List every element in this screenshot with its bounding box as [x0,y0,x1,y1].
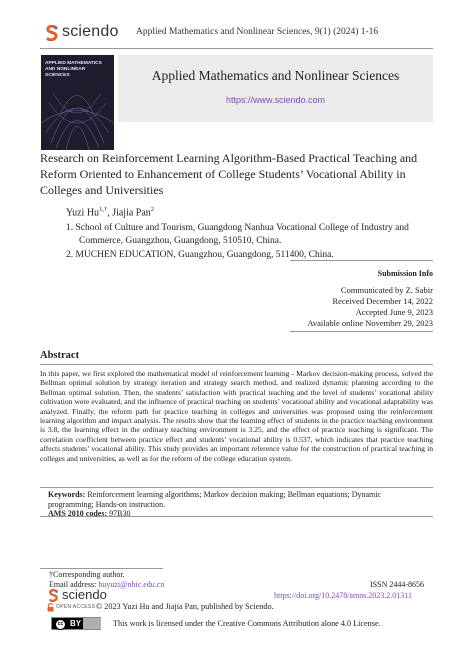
submission-info-heading: Submission Info [377,269,433,278]
cc-by-label: BY [70,619,82,628]
email-label: Email address: [49,580,99,589]
affiliation-1 [66,222,426,247]
sciendo-logo-icon [48,589,59,602]
keywords-text: Reinforcement learning algorithms; Markov decision making; Bellman equations; Dynamic programming; Hands-on instruction. [48,490,382,509]
ams-codes-label: AMS 2010 codes: [48,509,108,519]
author-list [66,206,154,218]
author-name: Yuzi Hu [66,207,100,219]
author-affiliation-mark: 2 [150,206,155,213]
open-access-label: OPEN ACCESS [56,604,96,610]
communicated-by: Communicated by Z. Sabir [340,285,433,295]
online-date: Available online November 29, 2023 [307,318,433,328]
doi-link[interactable]: https://doi.org/10.2478/amns.2023.2.01311 [274,591,413,600]
keywords [48,490,428,519]
footer-logo-text: sciendo [62,587,107,602]
footnote-divider [40,568,163,569]
affiliation-1-line1: 1. School of Culture and Tourism, Guangdong Nanhua Vocational College of Industry and [66,223,409,233]
cover-title: APPLIED MATHEMATICS AND NONLINEAR SCIENCES [45,61,102,78]
abstract-heading: Abstract [40,350,80,361]
issn: ISSN 2444-8656 [370,580,425,589]
corresponding-author-note: †Corresponding author. [49,570,125,579]
license-text: This work is licensed under the Creative Commons Attribution alone 4.0 License. [113,619,381,628]
keywords-box [40,487,433,517]
author-separator: , [107,207,113,219]
author-affiliation-mark: 1,† [99,206,108,213]
journal-url-link[interactable]: https://www.sciendo.com [225,95,326,105]
submission-divider-bottom [290,331,433,332]
open-access-lock-icon [47,603,54,612]
journal-banner [118,55,433,122]
publisher-logo-text: sciendo [62,23,119,40]
accepted-date: Accepted June 9, 2023 [355,307,433,317]
affiliation-1-line2: Commerce, Guangzhou, Guangdong, 510510, China. [79,235,282,246]
ams-codes-value: 97B30 [107,509,131,519]
paper-title: Research on Reinforcement Learning Algorithm-Based Practical Teaching and Reform Oriented to Enhancement of College Students’ Vocational Ability in Colleges and Universities [40,151,418,197]
received-date: Received December 14, 2022 [332,296,433,306]
email-link[interactable]: huyuzi@nhic.edu.cn [98,580,165,589]
header-divider [40,48,433,49]
abstract-divider [40,364,433,365]
cc-by-license-badge[interactable] [51,617,101,630]
author-name: Jiajia Pan [112,207,151,219]
submission-divider-top [290,260,433,261]
cover-artwork [41,73,114,150]
abstract-text: In this paper, we first explored the mathematical model of reinforcement learning - Markov decision-making process, solved the Bellman optimal solution by strategy iteration and strategy search method, and realized dynamic planning according to the Bellman optimal solution. Then, the students’ satisfaction with practical teaching and the level of students’ vocational ability cultivation were evaluated, and the influence of practical teaching on students’ vocational ability and vocational adaptability was analyzed. Finally, the reform path for practice teaching in colleges and universities was proposed using the reinforcement learning algorithm and impact analysis. The results show that the learning effect of students in the practice teaching environment is 3.8, the learning effect in the ordinary teaching environment is 3.25, and the effect of practice teaching is significant. The correlation coefficient between practice effect and students’ vocational ability is 0.537, which indicates that practice teaching affects students’ vocational ability. This study provides an important reference value for the construction of practical teaching in colleges and universities, as well as for the reform of the college education system. [40,369,433,463]
copyright-notice: © 2023 Yuzi Hu and Jiajia Pan, published by Sciendo. [96,602,274,611]
creative-commons-icon: cc [55,619,66,630]
sciendo-logo-icon [45,25,59,41]
journal-citation: Applied Mathematics and Nonlinear Sciences, 9(1) (2024) 1-16 [136,27,379,37]
journal-name: Applied Mathematics and Nonlinear Sciences [151,68,400,83]
cc-badge-panel [83,618,101,629]
journal-cover-image [41,55,114,150]
keywords-label: Keywords: [48,490,86,499]
affiliation-2: 2. MUCHEN EDUCATION, Guangzhou, Guangdong, 511400, China. [66,250,334,260]
